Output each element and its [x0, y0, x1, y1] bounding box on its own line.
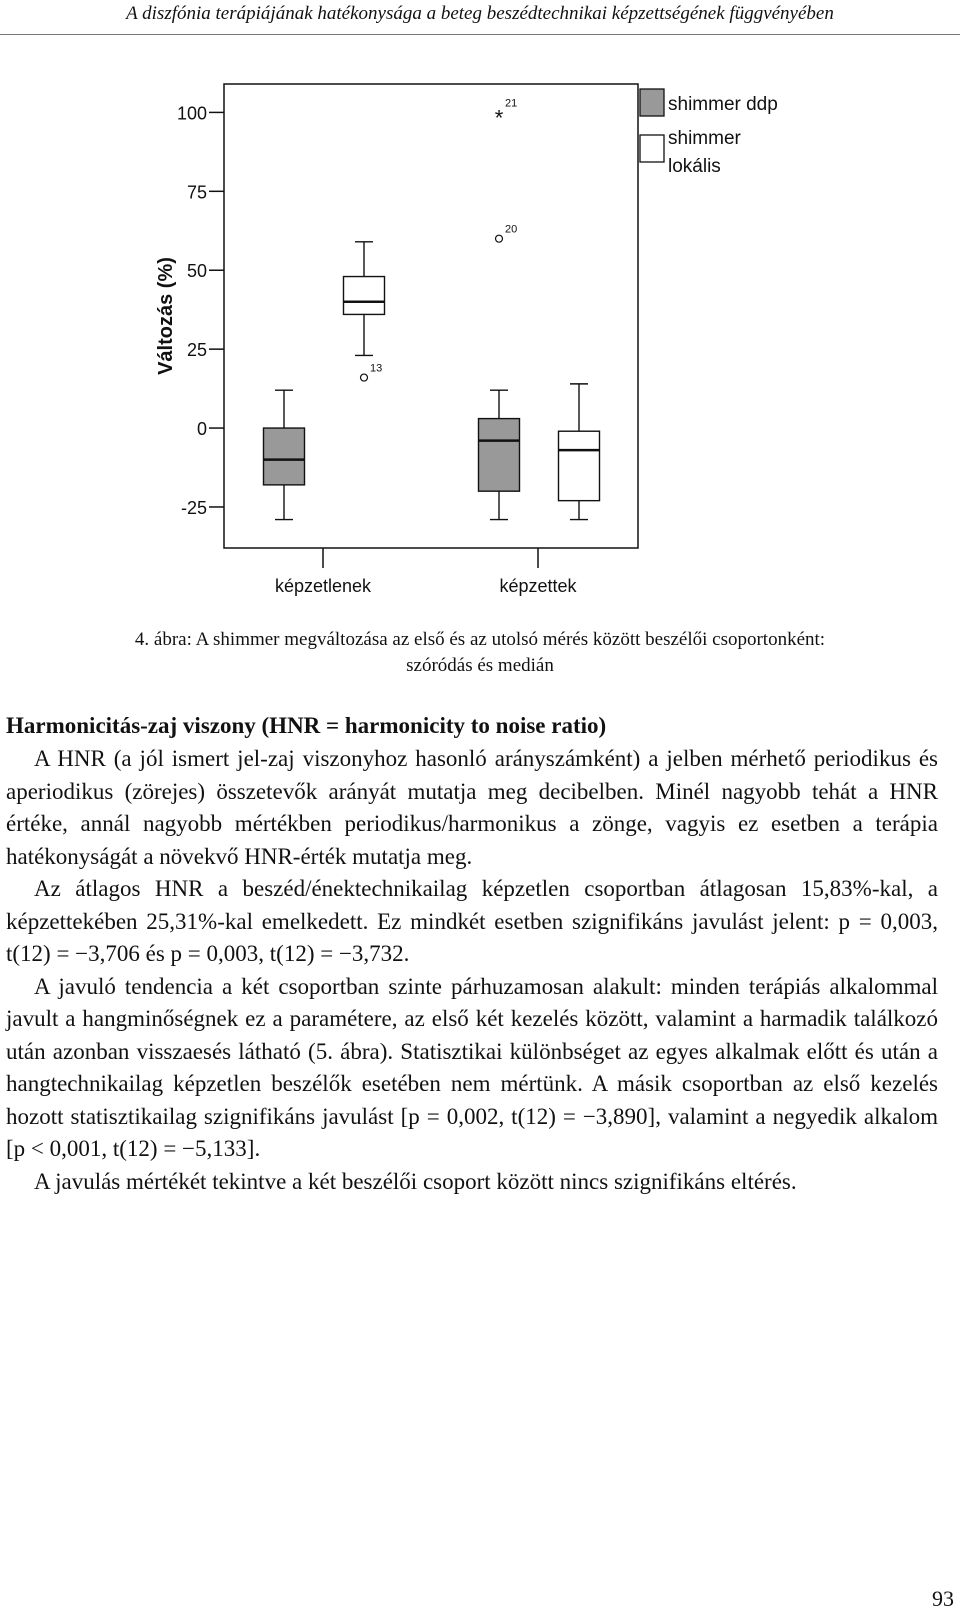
outlier-label: 20 [505, 223, 518, 236]
y-axis-label: Változás (%) [155, 257, 177, 375]
outlier-point [361, 374, 368, 381]
box-0-1 [479, 419, 520, 492]
y-tick-label: 25 [186, 340, 207, 361]
outlier-label: 13 [370, 362, 383, 375]
paragraph-3: A javuló tendencia a két csoportban szinte párhuzamosan alakult: minden terápiás alkalommal javult a hangminőségnek ez a paramétere, az első két kezelés között, valamint a harmadik találkozó után azonban visszaesés látható (5. ábra). Statisztikai különbséget az egyes alkalmak előtt és után a hangtechnikailag képzetlen beszélők esetében nem mértünk. A másik csoportban az első kezelés hozott statisztikailag szignifikáns javulást [p = 0,002, t(12) = −3,890], valamint a negyedik alkalom [p < 0,001, t(12) = −5,133]. [6, 973, 938, 1161]
legend-swatch-ddp [640, 89, 664, 116]
running-title: A diszfónia terápiájának hatékonysága a beteg beszédtechnikai képzettségének függvényében [126, 3, 834, 24]
y-tick-label: 100 [176, 103, 207, 124]
figure-caption-line-1: 4. ábra: A shimmer megváltozása az első és az utolsó mérés között beszélői csoportonként: [134, 629, 826, 650]
legend-label-ddp: shimmer ddp [668, 94, 778, 115]
legend-swatch-lokalis [640, 135, 664, 162]
x-tick-label: képzettek [499, 576, 577, 596]
y-tick-label: 50 [186, 261, 207, 282]
box-0-0 [264, 428, 305, 485]
boxplot-figure [0, 76, 960, 616]
body-text [6, 743, 938, 1198]
running-header [0, 0, 960, 35]
section-heading: Harmonicitás-zaj viszony (HNR = harmonicity to noise ratio) [6, 713, 607, 738]
paragraph-1: A HNR (a jól ismert jel-zaj viszonyhoz hasonló arányszámként) a jelben mérhető periodikus és aperiodikus (zörejes) összetevők arányát mutatja meg decibelben. Minél nagyobb tehát a HNR értéke, annál nagyobb mértékben periodikus/harmonikus a zönge, vagyis ez esetben a terápia hatékonyságát a növekvő HNR-érték mutatja meg. [6, 746, 938, 869]
outlier-extreme: * [494, 105, 504, 131]
figure-caption-line-2: szóródás és medián [406, 655, 554, 676]
y-tick-label: -25 [180, 497, 207, 518]
outlier-label: 21 [505, 97, 518, 110]
box-1-0 [344, 277, 385, 315]
legend-label-lokalis: shimmer lokális [668, 128, 741, 177]
box-1-1 [559, 431, 600, 500]
outlier-point [496, 235, 503, 242]
paragraph-4: A javulás mértékét tekintve a két beszélői csoport között nincs szignifikáns eltérés. [34, 1168, 797, 1194]
y-tick-label: 75 [186, 182, 207, 203]
y-tick-label: 0 [196, 419, 207, 440]
figure-caption [40, 627, 920, 679]
paragraph-2: Az átlagos HNR a beszéd/énektechnikailag képzetlen csoportban átlagosan 15,83%-kal, a képzettekében 25,31%-kal emelkedett. Ez mindkét esetben szignifikáns javulást jelent: p = 0,003, t(12) = −3,706 és p = 0,003, t(12) = −3,732. [6, 876, 938, 966]
page-number: 93 [932, 1586, 954, 1611]
x-tick-label: képzetlenek [274, 576, 372, 596]
